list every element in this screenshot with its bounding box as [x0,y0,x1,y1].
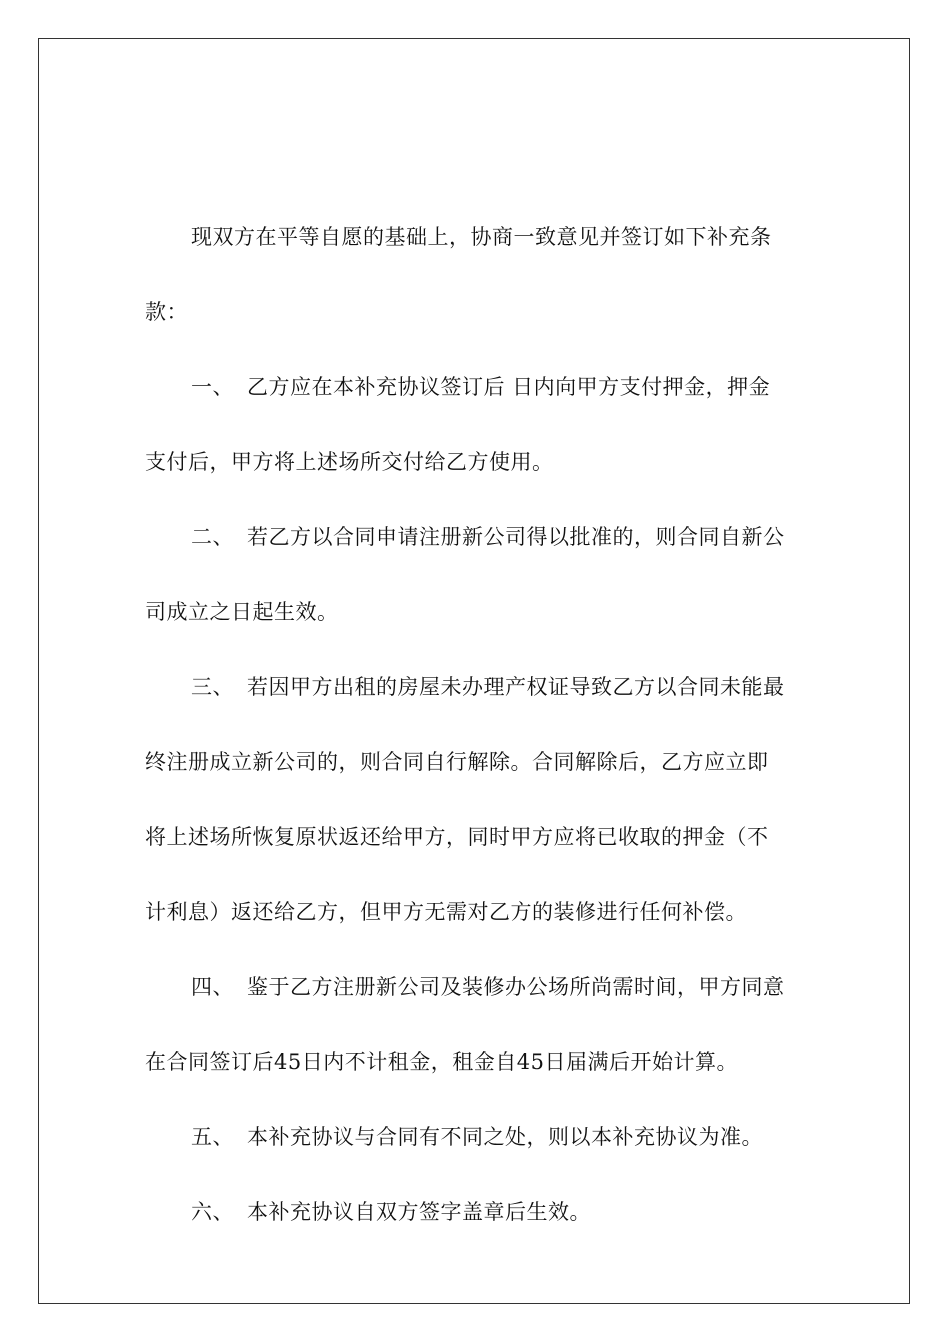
clause-4-number: 四、 [191,975,234,999]
clause-3-text: 若因甲方出租的房屋未办理产权证导致乙方以合同未能最 [247,675,785,699]
clause-2-number: 二、 [191,525,234,549]
clause-4-line-2: 在合同签订后45日内不计租金，租金自45日届满后开始计算。 [145,1050,738,1074]
clause-1-line-2: 支付后，甲方将上述场所交付给乙方使用。 [145,450,554,474]
clause-3-line-2: 终注册成立新公司的，则合同自行解除。合同解除后，乙方应立即 [145,750,769,774]
clause-6-number: 六、 [191,1200,234,1224]
intro-line-1: 现双方在平等自愿的基础上，协商一致意见并签订如下补充条 [191,225,772,249]
clause-1-line-1 [145,350,805,425]
clause-2-line-1 [145,500,805,575]
clause-2-text: 若乙方以合同申请注册新公司得以批准的，则合同自新公 [247,525,785,549]
clause-6-text: 本补充协议自双方签字盖章后生效。 [247,1200,591,1224]
clause-1-number: 一、 [191,375,234,399]
clause-4-text: 鉴于乙方注册新公司及装修办公场所尚需时间，甲方同意 [247,975,785,999]
document-body [145,200,805,1250]
clause-5-text: 本补充协议与合同有不同之处，则以本补充协议为准。 [247,1125,763,1149]
clause-3-line-4: 计利息）返还给乙方，但甲方无需对乙方的装修进行任何补偿。 [145,900,747,924]
clause-1-text: 乙方应在本补充协议签订后 日内向甲方支付押金，押金 [247,375,771,399]
clause-2-line-2: 司成立之日起生效。 [145,600,339,624]
clause-3-line-1 [145,650,805,725]
intro-line-2: 款： [145,300,188,324]
clause-4-line-1 [145,950,805,1025]
clause-6-line-1 [145,1175,805,1250]
clause-3-line-3: 将上述场所恢复原状返还给甲方，同时甲方应将已收取的押金（不 [145,825,769,849]
clause-5-number: 五、 [191,1125,234,1149]
clause-3-number: 三、 [191,675,234,699]
clause-5-line-1 [145,1100,805,1175]
